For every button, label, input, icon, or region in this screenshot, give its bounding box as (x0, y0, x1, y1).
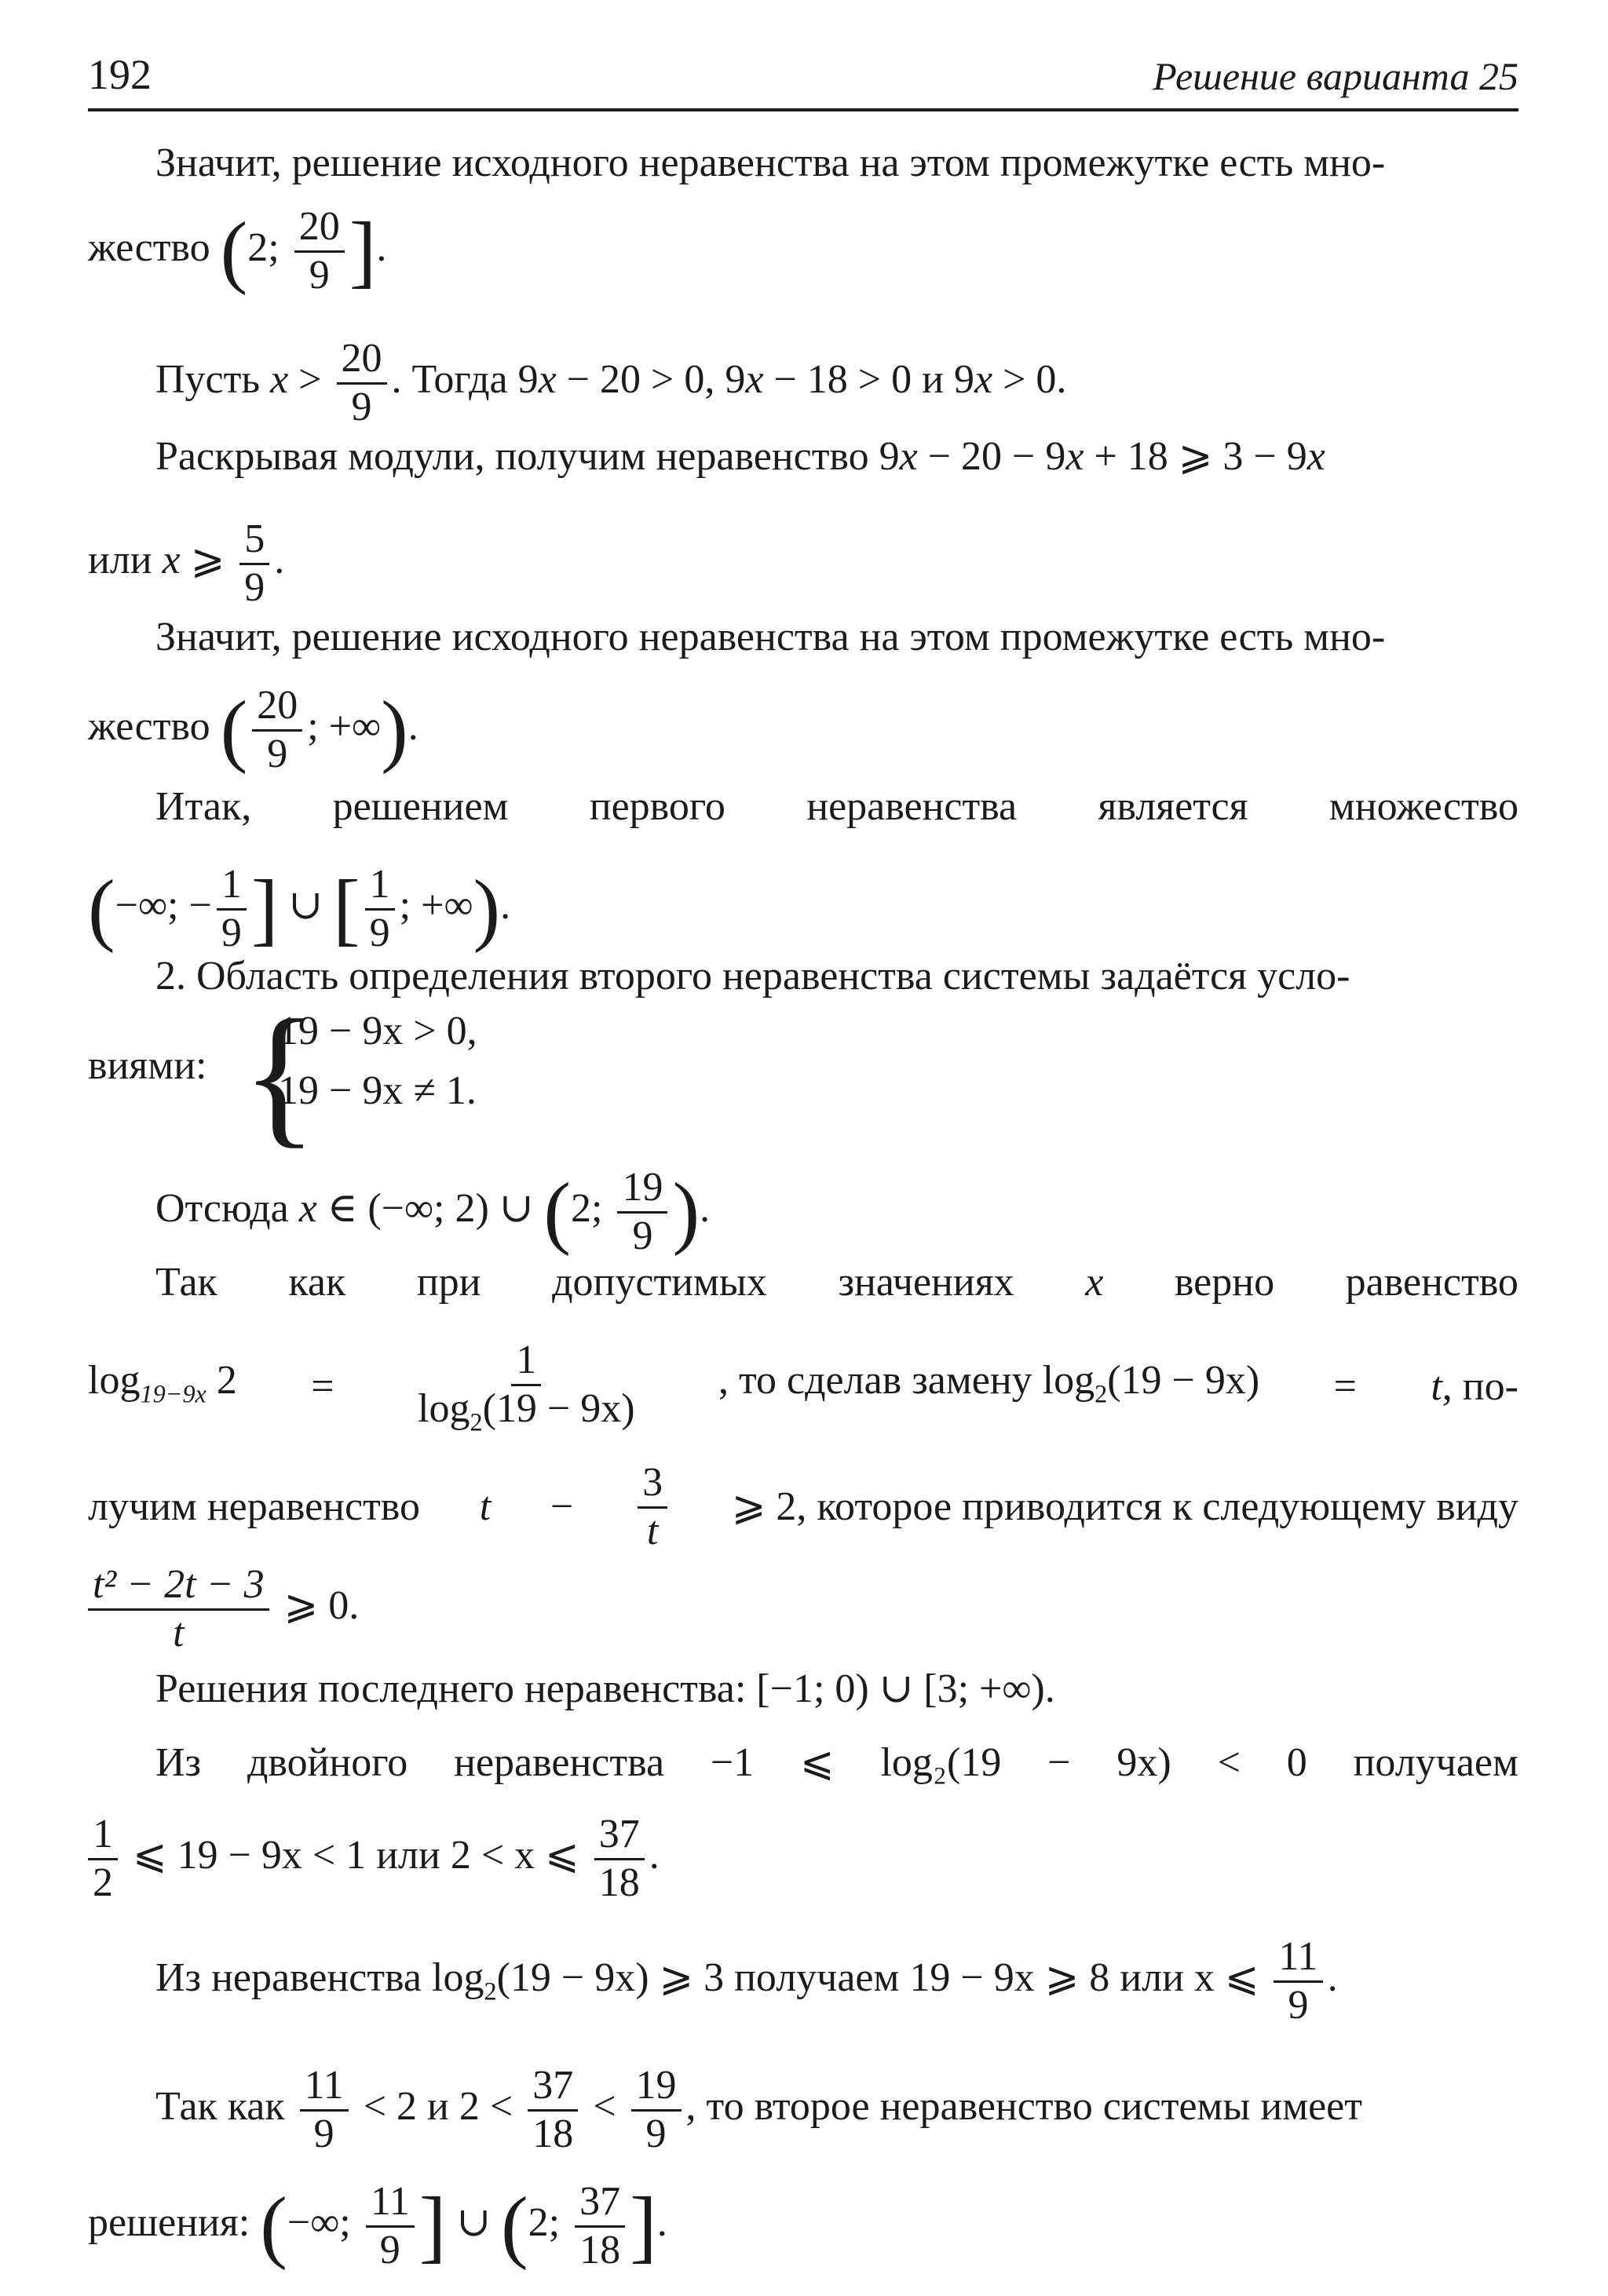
open-paren: ( (220, 684, 248, 776)
numerator: 11 (366, 2181, 415, 2228)
text: Так как (155, 2084, 285, 2130)
text: ⩽ 19 − 9x < 1 или 2 < x ⩽ (133, 1833, 579, 1878)
paragraph-line (88, 1813, 1518, 1904)
text: > 0. (992, 357, 1067, 403)
numerator: 20 (337, 338, 387, 385)
word: − (1047, 1740, 1071, 1785)
open-paren: ( (220, 206, 248, 297)
text: Пусть (155, 357, 261, 403)
text: + 18 ⩾ 3 − 9 (1084, 434, 1307, 479)
paragraph-line: 2. Область определения второго неравенства системы задаётся усло- (155, 954, 1350, 998)
denominator: 9 (351, 384, 372, 429)
open-paren: ( (88, 863, 115, 955)
word: Из (155, 1740, 202, 1785)
paragraph-line: Значит, решение исходного неравенства на этом промежутке есть мно- (155, 615, 1386, 659)
paragraph-line (155, 338, 1518, 429)
text: или (88, 538, 152, 583)
fraction (631, 2064, 682, 2155)
word: Итак, (155, 784, 252, 829)
close-paren: ) (381, 684, 408, 776)
denominator: t (173, 1610, 185, 1655)
word: log₂(19 (880, 1740, 1002, 1785)
denominator: 9 (379, 2227, 400, 2272)
text: решения: (88, 2200, 250, 2246)
numerator: 37 (594, 1813, 645, 1860)
system-label: виями: (88, 1043, 207, 1088)
denominator: 2 (93, 1860, 113, 1905)
close-paren: ) (672, 1166, 700, 1258)
fraction (88, 1813, 118, 1904)
fraction (528, 2064, 578, 2155)
word: верно (1174, 1260, 1275, 1305)
word: является (1098, 784, 1248, 829)
text: ∪ (456, 2200, 492, 2246)
text: (19 − 9x) (1107, 1358, 1260, 1404)
text: . (1327, 1955, 1338, 2001)
text-group (1431, 1362, 1518, 1412)
fraction (88, 1564, 269, 1655)
close-bracket: ] (349, 206, 377, 297)
text: −∞; (287, 2200, 351, 2246)
text: = (1333, 1364, 1357, 1410)
numerator: 37 (575, 2181, 625, 2228)
numerator: 1 (88, 1813, 118, 1860)
paragraph-line (155, 1738, 1518, 1788)
text: (19 − 9x) (482, 1385, 635, 1431)
text: − 20 > 0, 9 (556, 357, 746, 403)
denominator: 9 (309, 252, 330, 297)
numerator: 19 (631, 2064, 682, 2112)
denominator: 9 (645, 2111, 667, 2156)
math-var: x (1065, 434, 1084, 479)
paragraph-line (155, 2064, 1518, 2155)
word: < (1217, 1740, 1241, 1785)
text: > (298, 357, 322, 403)
paragraph-line (88, 1339, 1518, 1436)
text: ∈ (−∞; 2) ∪ (316, 1186, 544, 1232)
denominator (413, 1386, 640, 1436)
denominator: 18 (598, 1860, 640, 1905)
open-paren: ( (543, 1166, 572, 1258)
text: , то сделав замену log (718, 1358, 1095, 1404)
fraction (294, 206, 345, 297)
fraction (337, 338, 387, 429)
paragraph-line (88, 684, 1518, 776)
text: = (311, 1364, 334, 1410)
numerator: 5 (239, 518, 269, 565)
subscript: 2 (484, 1977, 497, 2006)
system-row: 19 − 9x > 0, (278, 1009, 477, 1053)
word: получаем (1353, 1740, 1518, 1785)
system-row: 19 − 9x ≠ 1. (278, 1068, 477, 1113)
paragraph-line: Значит, решение исходного неравенства на этом промежутке есть мно- (155, 141, 1386, 185)
text: Из неравенства log (155, 1955, 484, 2001)
text: 2; (571, 1186, 603, 1232)
text: , то второе неравенство системы имеет (685, 2084, 1362, 2130)
word: множество (1328, 784, 1518, 829)
text: . (656, 2200, 667, 2246)
denominator: 9 (632, 1213, 653, 1258)
text: ∪ (288, 883, 323, 929)
text: ; +∞ (399, 883, 473, 929)
text: (19 − 9x) ⩾ 3 получаем 19 − 9x ⩾ 8 или x ⩽ (496, 1955, 1259, 2001)
text: ⩾ (180, 538, 225, 583)
word: первого (589, 784, 725, 829)
fraction (366, 2181, 415, 2272)
fraction (300, 2064, 349, 2155)
word: неравенства (806, 784, 1018, 829)
denominator: t (646, 1508, 659, 1553)
word: допустимых (552, 1260, 767, 1305)
paragraph-line (88, 1462, 1518, 1553)
fraction (413, 1339, 640, 1436)
close-paren: ) (473, 863, 501, 955)
text: жество (88, 225, 210, 271)
text: ; +∞ (307, 704, 382, 750)
math-var: x (270, 357, 289, 403)
subscript: 2 (1095, 1379, 1108, 1408)
close-bracket: ] (250, 863, 279, 955)
denominator: 9 (221, 910, 242, 955)
text: лучим неравенство (88, 1484, 420, 1530)
log-expression: $\log_{19-9x} 2$ (88, 1358, 237, 1408)
paragraph-line: Решения последнего неравенства: [−1; 0) ∪ [3; +∞). (155, 1666, 1055, 1711)
page-number: 192 (88, 51, 152, 98)
math-var: x (1306, 434, 1325, 479)
math-var: t (479, 1484, 492, 1530)
word: x (1085, 1260, 1104, 1305)
text: Раскрывая модули, получим неравенство 9 (155, 434, 900, 479)
fraction (575, 2181, 625, 2272)
text: . Тогда 9 (391, 357, 539, 403)
text: Отсюда (155, 1186, 289, 1232)
word: 0 (1286, 1740, 1307, 1785)
text: log (418, 1385, 470, 1431)
math-var: t (1431, 1364, 1442, 1410)
paragraph-line (88, 518, 1518, 609)
math-var: x (162, 538, 181, 583)
numerator: 20 (294, 206, 345, 253)
subscript: 2 (470, 1407, 483, 1436)
open-bracket: [ (333, 863, 360, 955)
text: . (700, 1186, 711, 1232)
text: ⩾ 2, которое приводится к следующему виду (731, 1484, 1518, 1530)
text-group (718, 1356, 1259, 1418)
denominator: 9 (369, 910, 390, 955)
numerator: 3 (638, 1462, 667, 1509)
numerator: 19 (617, 1166, 667, 1214)
text: жество (88, 704, 210, 750)
numerator: 1 (511, 1339, 541, 1386)
numerator: 37 (528, 2064, 578, 2112)
text: ⩾ 0. (283, 1583, 360, 1629)
word: Так (155, 1260, 217, 1305)
word: двойного (247, 1740, 408, 1785)
paragraph-line (155, 1258, 1518, 1308)
close-bracket: ] (418, 2181, 447, 2272)
text: − (550, 1484, 574, 1530)
text: 2; (528, 2200, 561, 2246)
text: , по- (1442, 1364, 1518, 1410)
math-var: x (538, 357, 557, 403)
denominator: 18 (532, 2111, 574, 2156)
math-var: x (745, 357, 764, 403)
text: . (274, 538, 285, 583)
fraction (594, 1813, 645, 1904)
fraction (365, 863, 395, 955)
paragraph-line (155, 432, 1518, 482)
page-header (88, 46, 1518, 111)
denominator: 9 (313, 2111, 334, 2156)
denominator: 9 (244, 564, 265, 610)
numerator: 11 (1274, 1936, 1322, 1983)
denominator: 18 (579, 2227, 621, 2272)
text: − 18 > 0 и 9 (763, 357, 974, 403)
paragraph-line (88, 1564, 1518, 1655)
text: . (500, 883, 511, 929)
paragraph-line: жество (2; $\frac{20}{9}$ ]. (88, 204, 387, 297)
numerator: 20 (252, 684, 302, 732)
text: − 20 − 9 (917, 434, 1066, 479)
text: 2 (216, 1358, 237, 1404)
word: при (416, 1260, 481, 1305)
denominator: 9 (1288, 1982, 1309, 2028)
fraction (239, 518, 269, 609)
numerator: 1 (365, 863, 395, 911)
numerator: 11 (300, 2064, 349, 2112)
open-paren: ( (260, 2181, 287, 2272)
word: −1 (710, 1740, 755, 1785)
paragraph-line (155, 1936, 1518, 2027)
math-var: x (899, 434, 918, 479)
word: неравенства (454, 1740, 665, 1785)
text: 2; (247, 225, 280, 271)
word: как (288, 1260, 346, 1305)
text: < 2 и 2 < (363, 2084, 513, 2130)
numerator: 1 (217, 863, 247, 911)
fraction (638, 1462, 667, 1553)
text: . (407, 704, 418, 750)
open-paren: ( (501, 2181, 528, 2272)
word: решением (332, 784, 509, 829)
math-var: x (974, 357, 993, 403)
word: ⩽ (800, 1740, 835, 1785)
word: равенство (1345, 1260, 1518, 1305)
running-title: Решение варианта 25 (1153, 54, 1518, 98)
text: . (649, 1833, 660, 1878)
math-var: x (298, 1186, 317, 1232)
paragraph-line (155, 1166, 1518, 1258)
fraction (1274, 1936, 1322, 2027)
fraction (617, 1166, 667, 1258)
paragraph-line (155, 782, 1518, 832)
brace-icon: { (242, 988, 317, 1162)
close-bracket: ] (630, 2181, 657, 2272)
word: 9x) (1116, 1740, 1171, 1785)
text: −∞; − (115, 883, 212, 929)
paragraph-line (88, 2181, 1518, 2272)
paragraph-line (88, 863, 1518, 955)
log-base: 19−9x (140, 1379, 206, 1408)
numerator: t² − 2t − 3 (88, 1564, 269, 1611)
text: < (593, 2084, 616, 2130)
fraction (217, 863, 247, 955)
denominator: 9 (267, 731, 288, 776)
word: значениях (838, 1260, 1014, 1305)
fraction (252, 684, 302, 776)
